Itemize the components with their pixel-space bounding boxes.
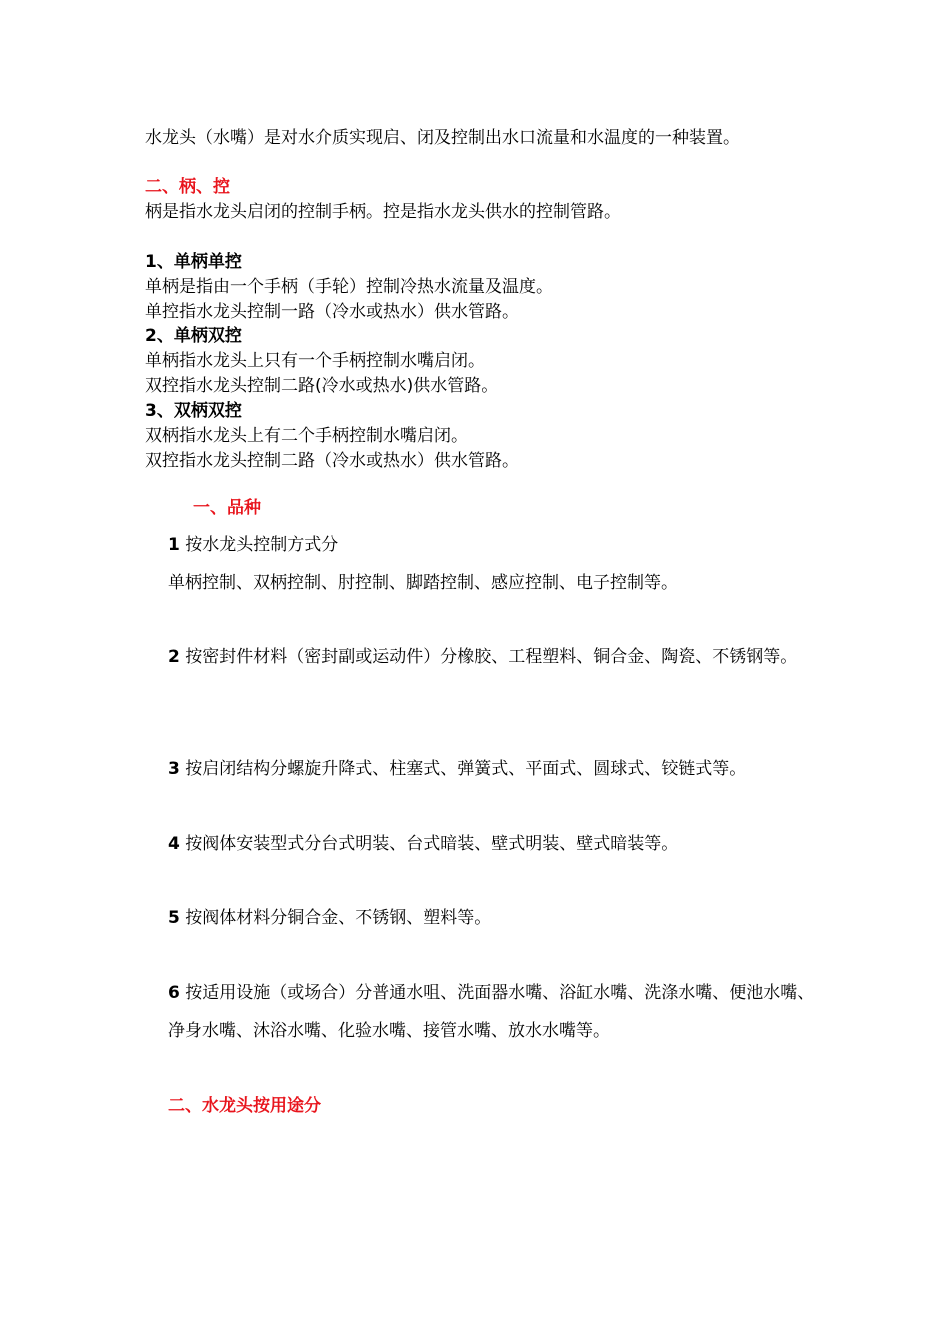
item-title: 、双柄双控 bbox=[156, 401, 242, 421]
section-handle-desc: 柄是指水龙头启闭的控制手柄。控是指水龙头供水的控制管路。 bbox=[145, 202, 621, 222]
item-number: 1 bbox=[145, 252, 157, 272]
variety-item-4 bbox=[168, 832, 678, 856]
item-number: 6 bbox=[168, 983, 180, 1003]
handle-item-1-line-1: 单柄是指由一个手柄（手轮）控制冷热水流量及温度。 bbox=[145, 277, 553, 297]
item-number: 2 bbox=[145, 326, 157, 346]
handle-item-3-line-1: 双柄指水龙头上有二个手柄控制水嘴启闭。 bbox=[145, 426, 468, 446]
item-title: 、单柄双控 bbox=[156, 326, 242, 346]
item-number: 3 bbox=[168, 759, 180, 779]
item-number: 1 bbox=[168, 535, 180, 555]
handle-item-1-title bbox=[145, 250, 242, 274]
item-number: 2 bbox=[168, 647, 180, 667]
item-number: 3 bbox=[145, 401, 157, 421]
section-heading-usage: 二、水龙头按用途分 bbox=[168, 1096, 321, 1116]
item-text: 按适用设施（或场合）分普通水咀、洗面器水嘴、浴缸水嘴、洗涤水嘴、便池水嘴、净身水嘴、沐浴水嘴、化验水嘴、接管水嘴、放水水嘴等。 bbox=[168, 983, 815, 1041]
item-text: 按阀体材料分铜合金、不锈钢、塑料等。 bbox=[179, 908, 492, 928]
handle-item-2-line-2: 双控指水龙头控制二路(冷水或热水)供水管路。 bbox=[145, 376, 499, 396]
handle-item-2-title bbox=[145, 324, 242, 348]
handle-item-3-line-2: 双控指水龙头控制二路（冷水或热水）供水管路。 bbox=[145, 451, 519, 471]
variety-item-2 bbox=[168, 638, 818, 676]
handle-item-3-title bbox=[145, 399, 242, 423]
handle-item-2-line-1: 单柄指水龙头上只有一个手柄控制水嘴启闭。 bbox=[145, 351, 485, 371]
section-heading-variety: 一、品种 bbox=[193, 498, 261, 518]
variety-item-1 bbox=[168, 533, 338, 557]
item-text: 按阀体安装型式分台式明装、台式暗装、壁式明装、壁式暗装等。 bbox=[179, 834, 679, 854]
variety-item-6 bbox=[168, 974, 818, 1050]
section-heading-handle: 二、柄、控 bbox=[145, 177, 230, 197]
variety-item-1-sub: 单柄控制、双柄控制、肘控制、脚踏控制、感应控制、电子控制等。 bbox=[168, 573, 678, 593]
item-title: 、单柄单控 bbox=[156, 252, 242, 272]
handle-item-1-line-2: 单控指水龙头控制一路（冷水或热水）供水管路。 bbox=[145, 302, 519, 322]
intro-paragraph: 水龙头（水嘴）是对水介质实现启、闭及控制出水口流量和水温度的一种装置。 bbox=[145, 128, 740, 148]
variety-item-5 bbox=[168, 906, 491, 930]
item-number: 5 bbox=[168, 908, 180, 928]
variety-item-3 bbox=[168, 757, 746, 781]
item-text: 按水龙头控制方式分 bbox=[179, 535, 339, 555]
item-text: 按密封件材料（密封副或运动件）分橡胶、工程塑料、铜合金、陶瓷、不锈钢等。 bbox=[179, 647, 798, 667]
item-number: 4 bbox=[168, 834, 180, 854]
item-text: 按启闭结构分螺旋升降式、柱塞式、弹簧式、平面式、圆球式、铰链式等。 bbox=[179, 759, 747, 779]
